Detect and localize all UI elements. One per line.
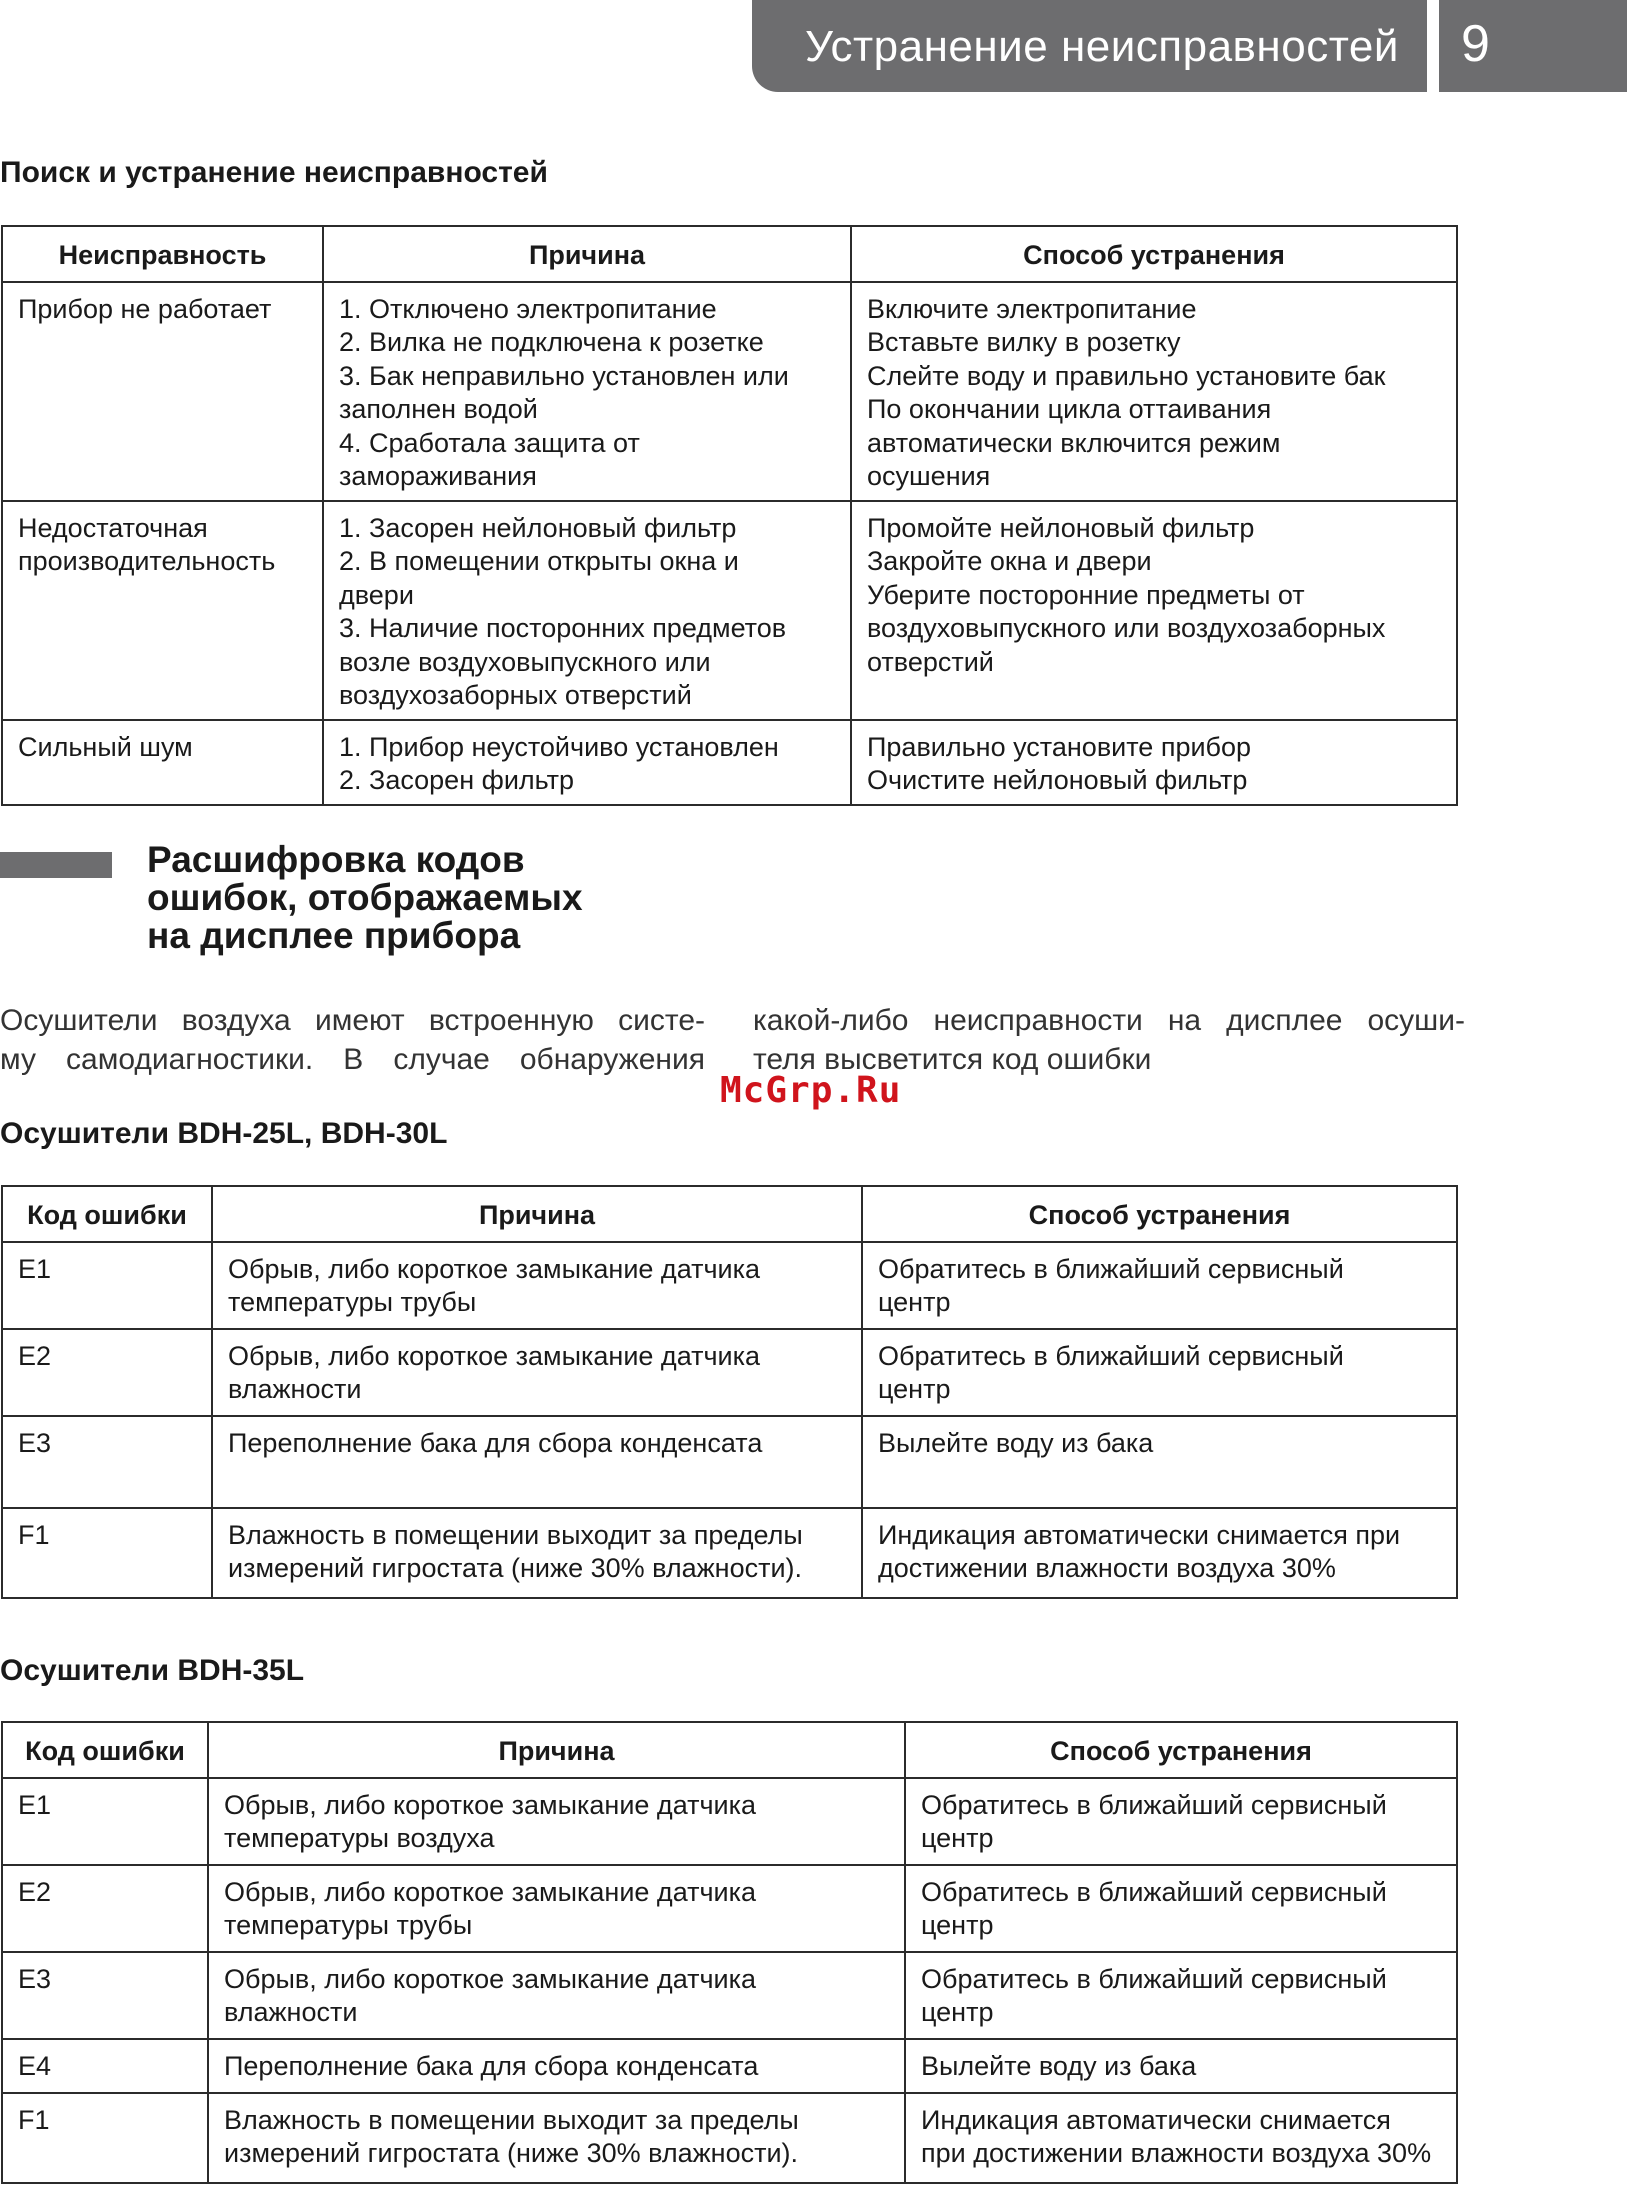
- cause-cell-line: воздухозаборных отверстий: [339, 680, 692, 710]
- intro-right: [753, 1001, 1465, 1079]
- intro-line: теля высветится код ошибки: [753, 1043, 1152, 1076]
- table-row: [2, 1242, 1457, 1329]
- cause-cell: [212, 1242, 862, 1329]
- cause-cell-line: заполнен водой: [339, 394, 538, 424]
- cause-cell-line: Обрыв, либо короткое замыкание датчика: [228, 1340, 761, 1371]
- table-25-30-title: Осушители BDH-25L, BDH-30L: [0, 1117, 448, 1150]
- section-title-line: Расшифровка кодов: [147, 839, 525, 880]
- error-code-cell: E3: [2, 1416, 212, 1508]
- remedy-cell-line: центр: [921, 1910, 994, 1940]
- problem-cell: [2, 282, 323, 501]
- header-separator: [1427, 0, 1439, 92]
- page-number: 9: [1461, 15, 1490, 73]
- cause-cell-line: температуры воздуха: [224, 1823, 495, 1853]
- problem-cell: [2, 720, 323, 805]
- error-code-cell: F1: [2, 2093, 208, 2183]
- cause-cell: [212, 1416, 862, 1508]
- cause-cell: [208, 2093, 905, 2183]
- remedy-cell-line: центр: [878, 1287, 951, 1317]
- cause-cell: [212, 1329, 862, 1416]
- remedy-cell-line: Вставьте вилку в розетку: [867, 327, 1181, 357]
- page-number-box: [1439, 0, 1627, 92]
- intro-line: му самодиагностики. В случае обнаружения: [0, 1043, 705, 1076]
- remedy-cell-line: центр: [921, 1823, 994, 1853]
- cause-cell-line: 1. Отключено электропитание: [339, 293, 717, 324]
- cause-cell-line: 3. Наличие посторонних предметов: [339, 613, 787, 643]
- remedy-cell-line: Обратитесь в ближайший сервисный: [878, 1340, 1344, 1371]
- cause-cell-line: 3. Бак неправильно установлен или: [339, 360, 789, 391]
- column-header: Способ устранения: [905, 1722, 1457, 1778]
- cause-cell-line: Влажность в помещении выходит за пределы: [224, 2104, 799, 2135]
- remedy-cell-line: Индикация автоматически снимается при: [878, 1519, 1401, 1550]
- cause-cell-line: Переполнение бака для сбора конденсата: [224, 2050, 759, 2081]
- remedy-cell-line: Правильно установите прибор: [867, 731, 1252, 762]
- error-code-cell: E1: [2, 1242, 212, 1329]
- problem-cell-line: производительность: [18, 546, 276, 576]
- remedy-cell: [851, 501, 1457, 720]
- error-code-cell: F1: [2, 1508, 212, 1598]
- cause-cell-line: Обрыв, либо короткое замыкание датчика: [228, 1253, 761, 1284]
- intro-left: [0, 1001, 705, 1079]
- table-row: [2, 1952, 1457, 2039]
- section-title: [147, 841, 583, 955]
- table-row: [2, 2093, 1457, 2183]
- cause-cell-line: Обрыв, либо короткое замыкание датчика: [224, 1963, 757, 1994]
- cause-cell-line: 2. Вилка не подключена к розетке: [339, 327, 764, 357]
- section-title-line: ошибок, отображаемых: [147, 877, 583, 918]
- remedy-cell: [905, 2093, 1457, 2183]
- remedy-cell: [851, 720, 1457, 805]
- column-header: Код ошибки: [2, 1186, 212, 1242]
- table-row: [2, 1416, 1457, 1508]
- remedy-cell-line: Очистите нейлоновый фильтр: [867, 765, 1248, 795]
- troubleshooting-title: Поиск и устранение неисправностей: [0, 156, 548, 189]
- remedy-cell-line: отверстий: [867, 646, 994, 677]
- cause-cell-line: температуры трубы: [224, 1910, 473, 1940]
- column-header: Неисправность: [2, 226, 323, 282]
- remedy-cell-line: Индикация автоматически снимается: [921, 2104, 1391, 2135]
- remedy-cell-line: По окончании цикла оттаивания: [867, 394, 1272, 424]
- cause-cell-line: возле воздуховыпускного или: [339, 646, 711, 677]
- remedy-cell-line: Закройте окна и двери: [867, 546, 1152, 576]
- remedy-cell-line: Вылейте воду из бака: [878, 1427, 1154, 1458]
- table-row: [2, 282, 1457, 501]
- table-header-row: [2, 1722, 1457, 1778]
- cause-cell-line: 4. Сработала защита от: [339, 427, 640, 458]
- cause-cell-line: температуры трубы: [228, 1287, 477, 1317]
- table-header-row: [2, 226, 1457, 282]
- cause-cell: [208, 1952, 905, 2039]
- remedy-cell-line: при достижении влажности воздуха 30%: [921, 2138, 1432, 2168]
- cause-cell-line: измерений гигростата (ниже 30% влажности).: [228, 1553, 803, 1583]
- intro-line: какой-либо неисправности на дисплее осуши-: [753, 1004, 1465, 1037]
- troubleshooting-table: [1, 225, 1458, 806]
- cause-cell-line: 1. Засорен нейлоновый фильтр: [339, 512, 737, 543]
- remedy-cell: [862, 1242, 1457, 1329]
- remedy-cell-line: центр: [921, 1997, 994, 2027]
- watermark: McGrp.Ru: [720, 1070, 902, 1111]
- remedy-cell: [905, 1865, 1457, 1952]
- cause-cell-line: влажности: [224, 1997, 358, 2027]
- remedy-cell-line: Слейте воду и правильно установите бак: [867, 360, 1386, 391]
- remedy-cell: [862, 1329, 1457, 1416]
- cause-cell-line: Влажность в помещении выходит за пределы: [228, 1519, 803, 1550]
- table-row: [2, 501, 1457, 720]
- intro-line: Осушители воздуха имеют встроенную систе-: [0, 1004, 705, 1037]
- remedy-cell: [862, 1508, 1457, 1598]
- error-codes-table-25-30: [1, 1185, 1458, 1599]
- remedy-cell-line: достижении влажности воздуха 30%: [878, 1553, 1336, 1583]
- remedy-cell: [862, 1416, 1457, 1508]
- table-row: [2, 1329, 1457, 1416]
- cause-cell-line: 2. В помещении открыты окна и: [339, 546, 739, 576]
- remedy-cell-line: Вылейте воду из бака: [921, 2050, 1197, 2081]
- error-code-cell: E2: [2, 1865, 208, 1952]
- problem-cell-line: Прибор не работает: [18, 293, 272, 324]
- cause-cell-line: 2. Засорен фильтр: [339, 765, 574, 795]
- column-header: Причина: [212, 1186, 862, 1242]
- table-35-title: Осушители BDH-35L: [0, 1654, 305, 1687]
- remedy-cell: [905, 2039, 1457, 2093]
- cause-cell-line: замораживания: [339, 461, 537, 491]
- remedy-cell-line: Включите электропитание: [867, 293, 1197, 324]
- cause-cell-line: двери: [339, 579, 414, 610]
- section-bar: [0, 852, 112, 878]
- cause-cell-line: измерений гигростата (ниже 30% влажности).: [224, 2138, 799, 2168]
- remedy-cell-line: Обратитесь в ближайший сервисный: [921, 1963, 1387, 1994]
- problem-cell-line: Сильный шум: [18, 731, 193, 762]
- remedy-cell-line: Обратитесь в ближайший сервисный: [921, 1789, 1387, 1820]
- cause-cell: [208, 2039, 905, 2093]
- problem-cell: [2, 501, 323, 720]
- cause-cell: [212, 1508, 862, 1598]
- table-row: [2, 1865, 1457, 1952]
- remedy-cell-line: воздуховыпускного или воздухозаборных: [867, 613, 1386, 643]
- remedy-cell: [905, 1778, 1457, 1865]
- error-code-cell: E2: [2, 1329, 212, 1416]
- cause-cell-line: Обрыв, либо короткое замыкание датчика: [224, 1876, 757, 1907]
- problem-cell-line: Недостаточная: [18, 512, 208, 543]
- column-header: Причина: [208, 1722, 905, 1778]
- column-header: Способ устранения: [851, 226, 1457, 282]
- cause-cell-line: Переполнение бака для сбора конденсата: [228, 1427, 763, 1458]
- table-row: [2, 720, 1457, 805]
- error-code-cell: E1: [2, 1778, 208, 1865]
- remedy-cell-line: Обратитесь в ближайший сервисный: [921, 1876, 1387, 1907]
- column-header: Код ошибки: [2, 1722, 208, 1778]
- remedy-cell-line: Обратитесь в ближайший сервисный: [878, 1253, 1344, 1284]
- cause-cell: [323, 282, 851, 501]
- table-row: [2, 1508, 1457, 1598]
- table-row: [2, 2039, 1457, 2093]
- error-codes-table-35: [1, 1721, 1458, 2184]
- column-header: Причина: [323, 226, 851, 282]
- cause-cell: [208, 1865, 905, 1952]
- remedy-cell-line: Уберите посторонние предметы от: [867, 579, 1305, 610]
- error-code-cell: E3: [2, 1952, 208, 2039]
- cause-cell-line: 1. Прибор неустойчиво установлен: [339, 731, 779, 762]
- remedy-cell: [905, 1952, 1457, 2039]
- header-title: Устранение неисправностей: [805, 22, 1399, 71]
- cause-cell: [323, 501, 851, 720]
- cause-cell: [323, 720, 851, 805]
- column-header: Способ устранения: [862, 1186, 1457, 1242]
- cause-cell-line: Обрыв, либо короткое замыкание датчика: [224, 1789, 757, 1820]
- remedy-cell-line: Промойте нейлоновый фильтр: [867, 512, 1255, 543]
- section-title-line: на дисплее прибора: [147, 915, 521, 956]
- remedy-cell-line: центр: [878, 1374, 951, 1404]
- remedy-cell: [851, 282, 1457, 501]
- cause-cell-line: влажности: [228, 1374, 362, 1404]
- cause-cell: [208, 1778, 905, 1865]
- remedy-cell-line: осушения: [867, 461, 991, 491]
- table-row: [2, 1778, 1457, 1865]
- error-code-cell: E4: [2, 2039, 208, 2093]
- remedy-cell-line: автоматически включится режим: [867, 427, 1281, 458]
- table-header-row: [2, 1186, 1457, 1242]
